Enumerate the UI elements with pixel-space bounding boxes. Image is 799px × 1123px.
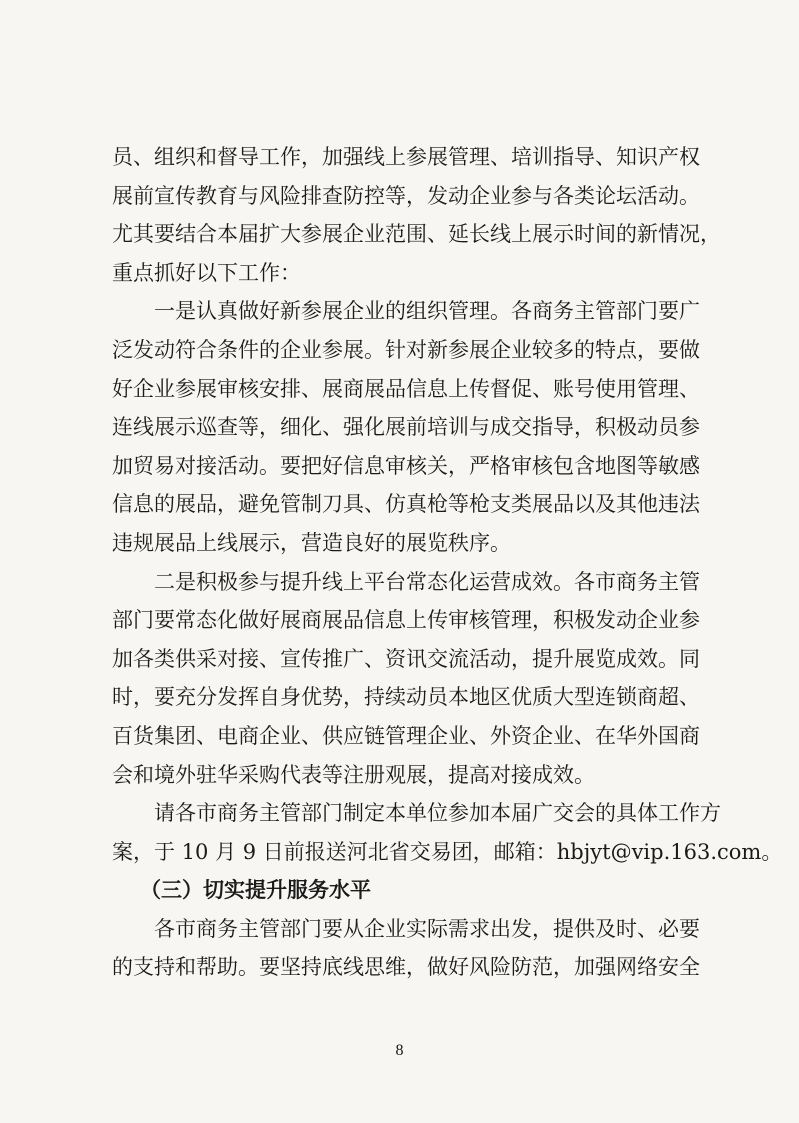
text-line: 加各类供采对接、宣传推广、资讯交流活动，提升展览成效。同: [112, 646, 700, 671]
text-line: 会和境外驻华采购代表等注册观展，提高对接成效。: [112, 762, 595, 787]
text-line: 违规展品上线展示，营造良好的展览秩序。: [112, 530, 511, 555]
text-line: 案，于 10 月 9 日前报送河北省交易团，邮箱：hbjyt@vip.163.com。: [112, 839, 783, 864]
text-line: 连线展示巡查等，细化、强化展前培训与成交指导，积极动员参: [112, 415, 700, 440]
text-line: 加贸易对接活动。要把好信息审核关，严格审核包含地图等敏感: [112, 453, 700, 478]
text-line: 的支持和帮助。要坚持底线思维，做好风险防范，加强网络安全: [112, 955, 700, 980]
text-line: 尤其要结合本届扩大参展企业范围、延长线上展示时间的新情况，: [112, 222, 721, 247]
page-number: 8: [395, 1042, 404, 1059]
text-line: 好企业参展审核安排、展商展品信息上传督促、账号使用管理、: [112, 376, 700, 401]
text-line: 部门要常态化做好展商展品信息上传审核管理，积极发动企业参: [112, 608, 700, 633]
text-line: 时，要充分发挥自身优势，持续动员本地区优质大型连锁商超、: [112, 685, 700, 710]
text-line: 信息的展品，避免管制刀具、仿真枪等枪支类展品以及其他违法: [112, 492, 700, 517]
text-line: 展前宣传教育与风险排查防控等，发动企业参与各类论坛活动。: [112, 183, 700, 208]
text-line: 百货集团、电商企业、供应链管理企业、外资企业、在华外国商: [112, 723, 700, 748]
body-text: [112, 138, 783, 987]
text-line: 员、组织和督导工作，加强线上参展管理、培训指导、知识产权: [112, 145, 700, 169]
section-heading: （三）切实提升服务水平: [140, 877, 371, 903]
paragraph-start-line: 请各市商务主管部门制定本单位参加本届广交会的具体工作方: [154, 801, 721, 826]
text-line: 泛发动符合条件的企业参展。针对新参展企业较多的特点，要做: [112, 337, 700, 362]
paragraph-start-line: 各市商务主管部门要从企业实际需求出发，提供及时、必要: [154, 916, 700, 941]
paragraph-start-line: 一是认真做好新参展企业的组织管理。各商务主管部门要广: [154, 299, 700, 324]
text-line: 重点抓好以下工作：: [112, 260, 301, 285]
paragraph-start-line: 二是积极参与提升线上平台常态化运营成效。各市商务主管: [154, 569, 700, 594]
